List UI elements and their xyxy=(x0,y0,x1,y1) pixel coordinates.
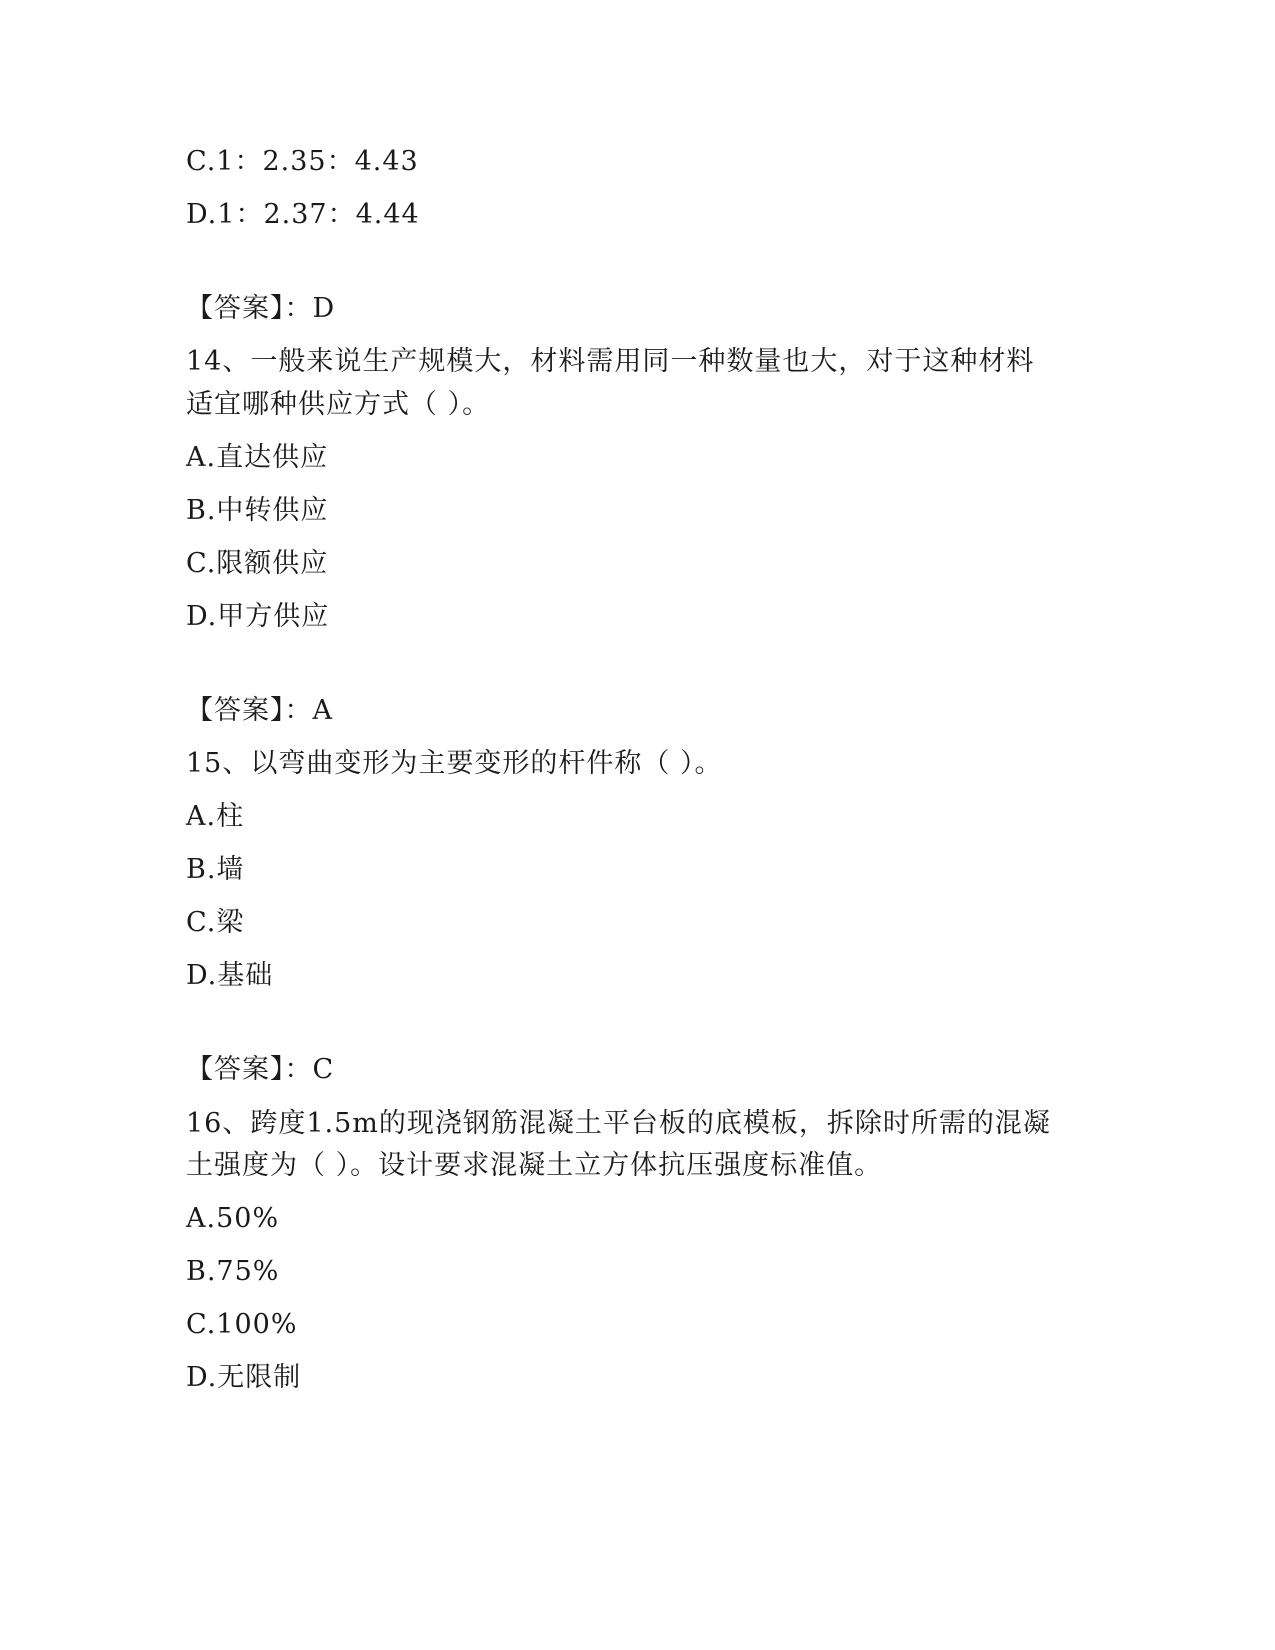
option-d: D.无限制 xyxy=(186,1362,302,1393)
option-b: B.墙 xyxy=(186,854,245,885)
option-a: A.50% xyxy=(186,1203,280,1234)
option-d: D.基础 xyxy=(186,960,274,991)
question-16-stem: 16、跨度1.5m的现浇钢筋混凝土平台板的底模板，拆除时所需的混凝 xyxy=(186,1108,1051,1139)
option-c: C.1：2.35：4.43 xyxy=(186,146,419,177)
option-c: C.梁 xyxy=(186,907,245,938)
answer-label: 【答案】：D xyxy=(186,293,336,324)
option-d: D.1：2.37：4.44 xyxy=(186,199,420,230)
answer-label: 【答案】：C xyxy=(186,1054,335,1085)
question-14-stem: 14、一般来说生产规模大，材料需用同一种数量也大，对于这种材料 xyxy=(186,346,1035,377)
option-d: D.甲方供应 xyxy=(186,601,330,632)
question-16-stem-cont: 土强度为（ ）。设计要求混凝土立方体抗压强度标准值。 xyxy=(186,1150,883,1181)
question-15-stem: 15、以弯曲变形为主要变形的杆件称（ ）。 xyxy=(186,748,723,779)
option-b: B.中转供应 xyxy=(186,495,329,526)
answer-label: 【答案】：A xyxy=(186,695,333,726)
option-b: B.75% xyxy=(186,1256,280,1287)
option-c: C.限额供应 xyxy=(186,548,329,579)
option-c: C.100% xyxy=(186,1309,298,1340)
option-a: A.柱 xyxy=(186,801,245,832)
question-14-stem-cont: 适宜哪种供应方式（ ）。 xyxy=(186,389,491,420)
option-a: A.直达供应 xyxy=(186,442,329,473)
